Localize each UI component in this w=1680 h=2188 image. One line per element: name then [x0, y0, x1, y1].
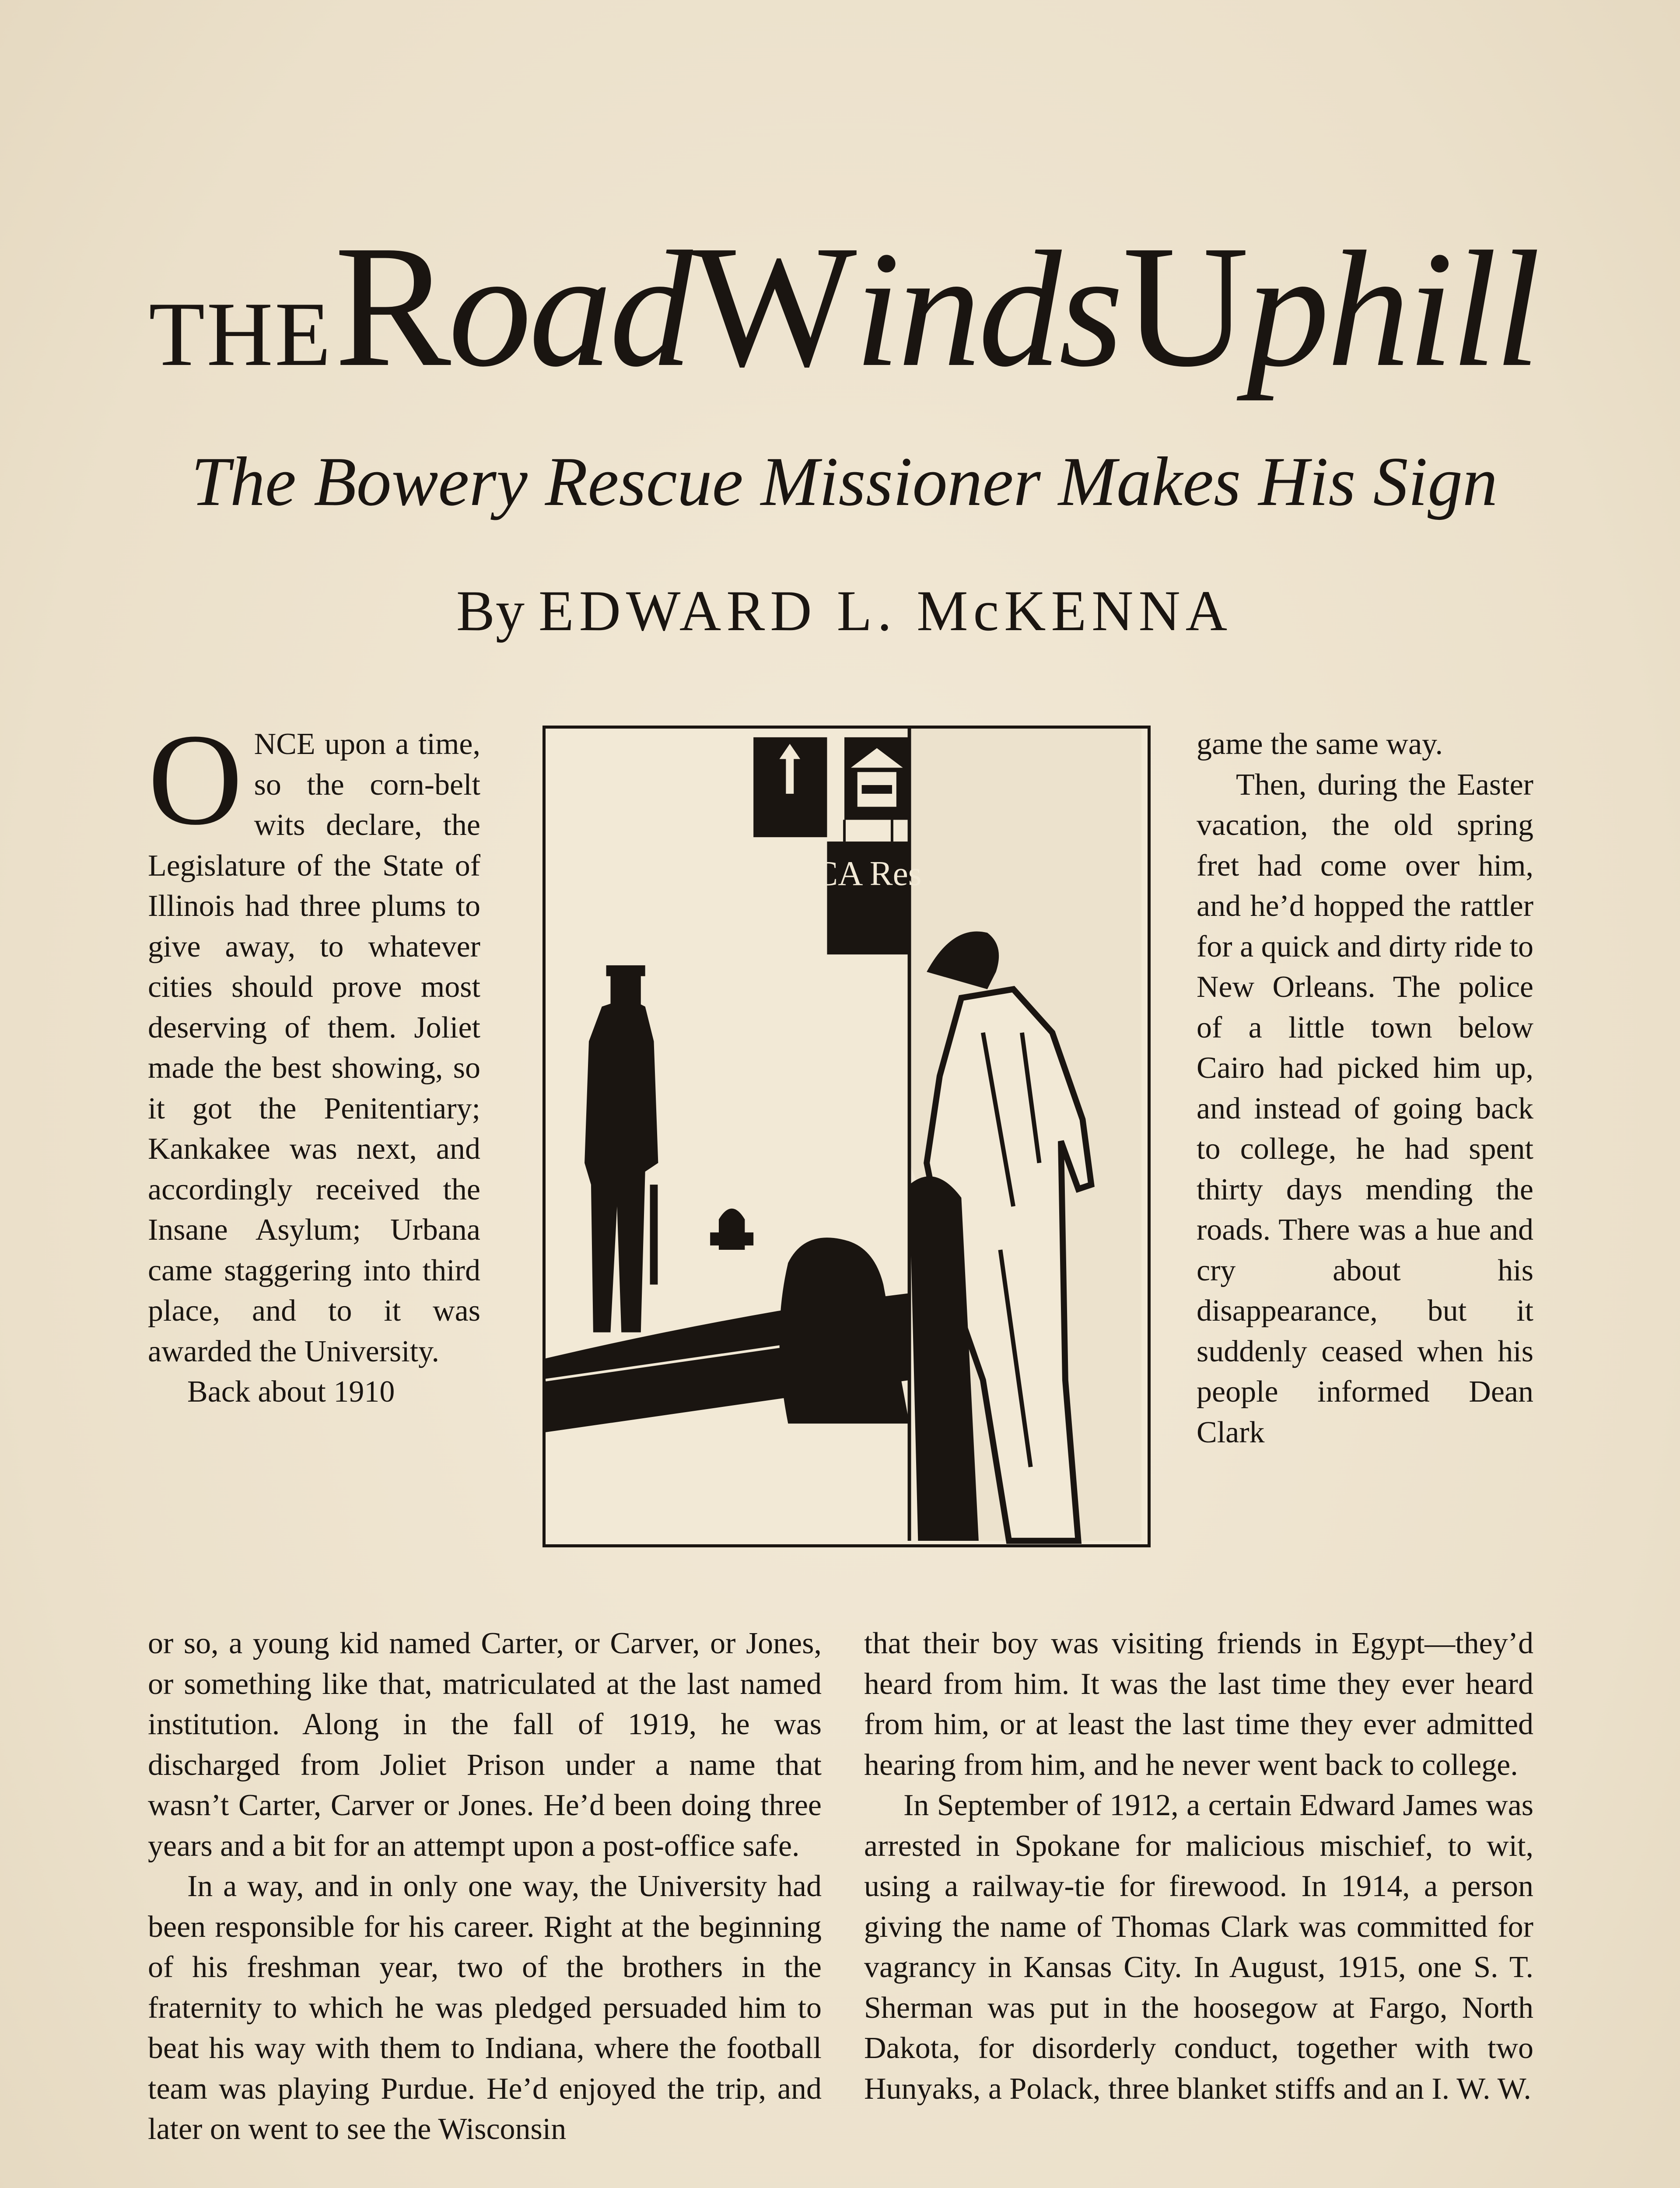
column-right-top — [1197, 724, 1533, 1621]
illustration-drawing — [546, 729, 1148, 1544]
title-road: Road — [334, 209, 690, 403]
article-title — [149, 209, 1540, 420]
paragraph-2-continued: or so, a young kid named Carter, or Carver, or Jones, or something like that, matriculated at the last named institution. Along in the fall of 1919, he was discharged from Joliet Prison under a name that wasn’t Carter, Carver or Jones. He’d been doing three years and a bit for an attempt upon a post-office safe. — [148, 1627, 822, 1863]
column-right-bottom — [864, 1623, 1533, 2188]
title-winds: Winds — [692, 209, 1121, 403]
paragraph-3: In a way, and in only one way, the University had been responsible for his career. Right at the beginning of his freshman year, two of the brothers in the fraternity to which he was pledged persuaded him to beat his way with them to Indiana, where the football team was playing Purdue. He’d enjoyed the trip, and later on went to see the Wisconsin — [148, 1869, 822, 2146]
paragraph-1-text: time, so the corn-belt wits declare, the Legislature of the State of Illinois had three plums to give away, to whatever cities should prove most deserving of them. Joliet made the best showing, so it got the Penitentiary; Kankakee was next, and accordingly received the Insane Asylum; Urbana came staggering into third place, and to it was awarded the University. — [148, 727, 480, 1368]
paragraph-4-continued: that their boy was visiting friends in Egypt—they’d heard from him. It was the last time they ever heard from him, or at least the last time they ever admitted hearing from him, and he never went back to college. — [864, 1627, 1533, 1782]
paragraph-4: Then, during the Easter vacation, the old spring fret had come over him, and he’d hopped the rattler for a quick and dirty ride to New Orleans. The police of a little town below Cairo had picked him up, and instead of going back to college, he had spent thirty days mending the roads. There was a hue and cry about his disappearance, but it suddenly ceased when his people informed Dean Clark — [1197, 768, 1533, 1449]
sign-text: CA Res — [815, 854, 922, 893]
column-left-top — [148, 724, 480, 1626]
illustration — [542, 726, 1151, 1547]
paragraph-5: In September of 1912, a certain Edward James was arrested in Spokane for malicious mischief, to wit, using a railway-tie for firewood. In 1914, a person giving the name of Thomas Clark was committed for vagrancy in Kansas City. In August, 1915, one S. T. Sherman was put in the hoosegow at Fargo, North Dakota, for disorderly conduct, together with two Hunyaks, a Polack, three blanket stiffs and an I. W. W. — [864, 1788, 1533, 2106]
byline-author: EDWARD L. McKENNA — [538, 579, 1233, 643]
column-left-bottom — [148, 1623, 822, 2188]
article-subtitle: The Bowery Rescue Missioner Makes His Sign — [191, 442, 1498, 520]
title-uphill: Uphill — [1123, 209, 1538, 403]
paragraph-3-continued: game the same way. — [1197, 727, 1443, 761]
paragraph-2-start: Back about 1910 — [187, 1375, 395, 1409]
title-the: THE — [149, 284, 333, 385]
opening-words: NCE upon a — [254, 727, 409, 761]
paragraph-1 — [148, 724, 480, 1372]
byline — [149, 579, 1540, 643]
byline-by: By — [456, 579, 525, 643]
drop-cap: O — [148, 724, 243, 852]
